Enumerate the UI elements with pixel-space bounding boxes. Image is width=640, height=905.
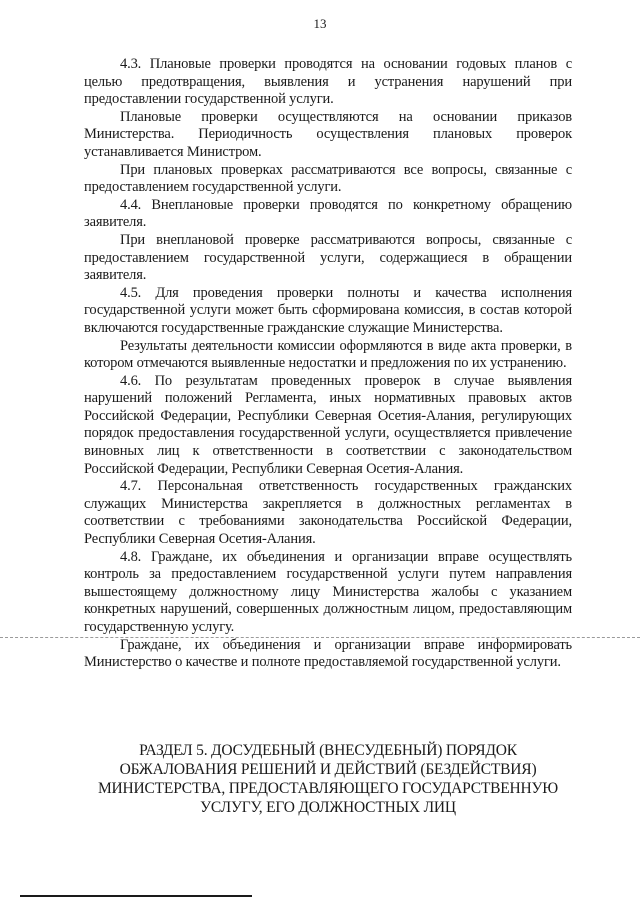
paragraph-commission-results: Результаты деятельности комиссии оформляются в виде акта проверки, в котором отмечаются выявленные недостатки и предложения по их устранению. (84, 337, 572, 372)
paragraph-citizens-inform: Граждане, их объединения и организации вправе информировать Министерство о качестве и полноте предоставляемой государственной услуги. (84, 636, 572, 671)
paragraph-4-6: 4.6. По результатам проведенных проверок в случае выявления нарушений положений Регламента, иных нормативных правовых актов Российской Федерации, Республики Северная Осетия-Алания, регулирующих порядок предоставления государственной услуги, осуществляется привлечение виновных лиц к ответственности в соответствии с законодательством Российской Федерации, Республики Северная Осетия-Алания. (84, 372, 572, 477)
paragraph-4-5: 4.5. Для проведения проверки полноты и качества исполнения государственной услуги может быть сформирована комиссия, в состав которой включаются государственные гражданские служащие Министерства. (84, 284, 572, 336)
section-title-line: РАЗДЕЛ 5. ДОСУДЕБНЫЙ (ВНЕСУДЕБНЫЙ) ПОРЯДОК (139, 742, 517, 759)
section-title-line: МИНИСТЕРСТВА, ПРЕДОСТАВЛЯЮЩЕГО ГОСУДАРСТВЕННУЮ (97, 780, 559, 797)
page-number: 13 (313, 16, 327, 31)
section-title-line: ОБЖАЛОВАНИЯ РЕШЕНИЙ И ДЕЙСТВИЙ (БЕЗДЕЙСТВИЯ) (119, 761, 537, 778)
paragraph-4-7: 4.7. Персональная ответственность государственных гражданских служащих Министерства закрепляется в должностных регламентах в соответствии с требованиями законодательства Российской Федерации, Республики Северная Осетия-Алания. (84, 478, 572, 548)
section-title (84, 741, 572, 817)
paragraph-unplanned-check-questions: При внеплановой проверке рассматриваются вопросы, связанные с предоставлением государственной услуги, содержащиеся в обращении заявителя. (84, 231, 572, 284)
paragraph-4-4: 4.4. Внеплановые проверки проводятся по конкретному обращению заявителя. (84, 196, 572, 231)
document-body (84, 56, 572, 672)
section-title-line: УСЛУГУ, ЕГО ДОЛЖНОСТНЫХ ЛИЦ (200, 799, 456, 816)
footnote-rule (20, 895, 252, 897)
paragraph-4-8: 4.8. Граждане, их объединения и организации вправе осуществлять контроль за предоставлением государственной услуги путем направления вышестоящему должностному лицу Министерства жалобы с указанием конкретных нарушений, совершенных должностным лицом, предоставляющим государственную услугу. (84, 548, 572, 635)
paragraph-4-3: 4.3. Плановые проверки проводятся на основании годовых планов с целью предотвращения, выявления и устранения нарушений при предоставлении государственной услуги. (84, 56, 572, 108)
paragraph-planned-checks-orders: Плановые проверки осуществляются на основании приказов Министерства. Периодичность осуществления плановых проверок устанавливается Министром. (84, 108, 572, 160)
paragraph-planned-checks-questions: При плановых проверках рассматриваются все вопросы, связанные с предоставлением государственной услуги. (84, 161, 572, 196)
scan-fold-line (0, 637, 640, 638)
